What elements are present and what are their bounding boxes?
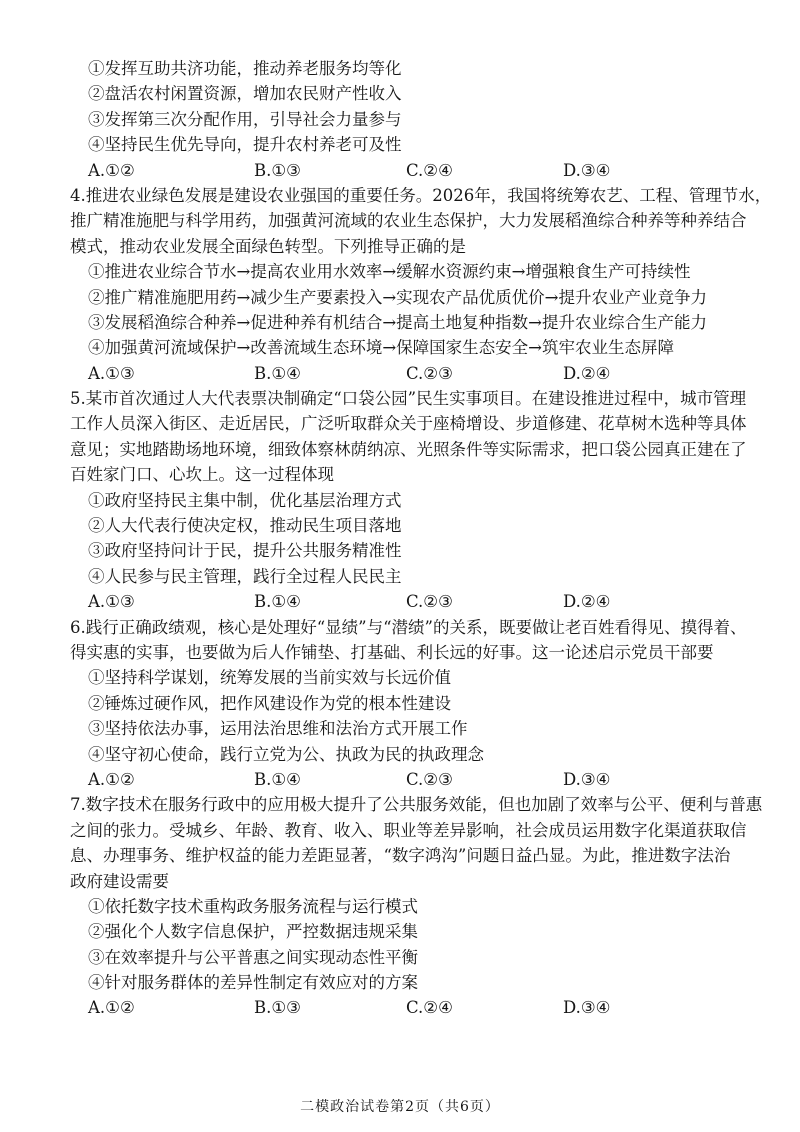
question-5	[70, 386, 760, 615]
choice-b: B.①③	[254, 160, 301, 180]
question-stem-line: 政府建设需要	[70, 871, 169, 891]
question-stem-line: 之间的张力。受城乡、年龄、教育、收入、职业等差异影响，社会成员运用数字化渠道获取信	[70, 820, 747, 840]
question-stem-line: 7.数字技术在服务行政中的应用极大提升了公共服务效能，但也加剧了效率与公平、便利与普惠	[70, 795, 763, 815]
choice-d: D.③④	[563, 998, 611, 1018]
question-7	[70, 792, 763, 1021]
choice-a: A.①②	[88, 998, 135, 1018]
option-2: ②推广精准施肥用药→减少生产要素投入→实现农产品优质优价→提升农业产业竞争力	[88, 287, 707, 307]
question-stem-line: 息、办理事务、维护权益的能力差距显著，“数字鸿沟”问题日益凸显。为此，推进数字法治	[70, 846, 731, 866]
option-3: ③发展稻渔综合种养→促进种养有机结合→提高土地复种指数→提升农业综合生产能力	[88, 312, 707, 332]
question-6	[70, 615, 760, 793]
question-stem-line: 得实惠的实事，也要做为后人作铺垫、打基础、利长远的好事。这一论述启示党员干部要	[70, 642, 714, 662]
question-stem-line: 模式，推动农业发展全面绿色转型。下列推导正确的是	[70, 236, 466, 256]
choice-a: A.①③	[88, 363, 135, 383]
choice-d: D.③④	[563, 160, 611, 180]
option-1: ①发挥互助共济功能，推动养老服务均等化	[88, 59, 402, 78]
choice-d: D.②④	[563, 592, 611, 612]
option-1: ①政府坚持民主集中制，优化基层治理方式	[88, 490, 402, 510]
option-2: ②盘活农村闲置资源，增加农民财产性收入	[88, 84, 402, 104]
choice-a: A.①③	[88, 592, 135, 612]
answer-choices	[70, 361, 760, 386]
choice-b: B.①④	[254, 363, 301, 383]
question-stem-line: 百姓家门口、心坎上。这一过程体现	[70, 465, 334, 485]
answer-choices	[70, 158, 760, 183]
choice-d: D.③④	[563, 769, 611, 789]
option-4: ④加强黄河流域保护→改善流域生态环境→保障国家生态安全→筑牢农业生态屏障	[88, 338, 674, 358]
option-3: ③发挥第三次分配作用，引导社会力量参与	[88, 109, 402, 129]
option-2: ②锤炼过硬作风，把作风建设作为党的根本性建设	[88, 693, 451, 713]
choice-c: C.②③	[406, 592, 453, 612]
exam-page	[70, 56, 772, 1021]
page-footer: 二模政治试卷第2页（共6页）	[300, 1099, 500, 1115]
question-stem-line: 推广精准施肥与科学用药，加强黄河流域的农业生态保护，大力发展稻渔综合种养等种养结合	[70, 211, 747, 231]
option-3: ③在效率提升与公平普惠之间实现动态性平衡	[88, 947, 418, 967]
question-stem-line: 工作人员深入街区、走近居民，广泛听取群众关于座椅增设、步道修建、花草树木选种等具体	[70, 414, 747, 434]
question-stem-line: 意见；实地踏勘场地环境，细致体察林荫纳凉、光照条件等实际需求，把口袋公园真正建在了	[70, 439, 747, 459]
choice-b: B.①④	[254, 769, 301, 789]
choice-c: C.②④	[406, 160, 453, 180]
answer-choices	[70, 767, 760, 792]
choice-b: B.①④	[254, 592, 301, 612]
option-4: ④坚守初心使命，践行立党为公、执政为民的执政理念	[88, 744, 484, 764]
option-2: ②强化个人数字信息保护，严控数据违规采集	[88, 922, 418, 942]
answer-choices	[70, 995, 760, 1020]
option-4: ④坚持民生优先导向，提升农村养老可及性	[88, 135, 402, 155]
option-3: ③坚持依法办事，运用法治思维和法治方式开展工作	[88, 719, 468, 739]
choice-c: C.②③	[406, 769, 453, 789]
choice-a: A.①②	[88, 769, 135, 789]
choice-c: C.②④	[406, 998, 453, 1018]
option-2: ②人大代表行使决定权，推动民生项目落地	[88, 516, 402, 536]
question-stem-line: 5.某市首次通过人大代表票决制确定“口袋公园”民生实事项目。在建设推进过程中，城市管理	[70, 389, 747, 409]
question-4	[70, 183, 772, 386]
option-1: ①坚持科学谋划，统筹发展的当前实效与长远价值	[88, 668, 451, 688]
choice-d: D.②④	[563, 363, 611, 383]
question-3	[70, 56, 760, 183]
answer-choices	[70, 589, 760, 614]
option-1: ①推进农业综合节水→提高农业用水效率→缓解水资源约束→增强粮食生产可持续性	[88, 262, 691, 282]
option-4: ④人民参与民主管理，践行全过程人民民主	[88, 566, 402, 586]
option-4: ④针对服务群体的差异性制定有效应对的方案	[88, 973, 418, 993]
choice-b: B.①③	[254, 998, 301, 1018]
choice-a: A.①②	[88, 160, 135, 180]
option-1: ①依托数字技术重构政务服务流程与运行模式	[88, 896, 418, 916]
option-3: ③政府坚持问计于民，提升公共服务精准性	[88, 541, 402, 561]
question-stem-line: 6.践行正确政绩观，核心是处理好“显绩”与“潜绩”的关系，既要做让老百姓看得见、摸得着、	[70, 617, 747, 637]
question-stem-line: 4.推进农业绿色发展是建设农业强国的重要任务。2026年，我国将统筹农艺、工程、管理节水，	[70, 185, 772, 205]
choice-c: C.②③	[406, 363, 453, 383]
